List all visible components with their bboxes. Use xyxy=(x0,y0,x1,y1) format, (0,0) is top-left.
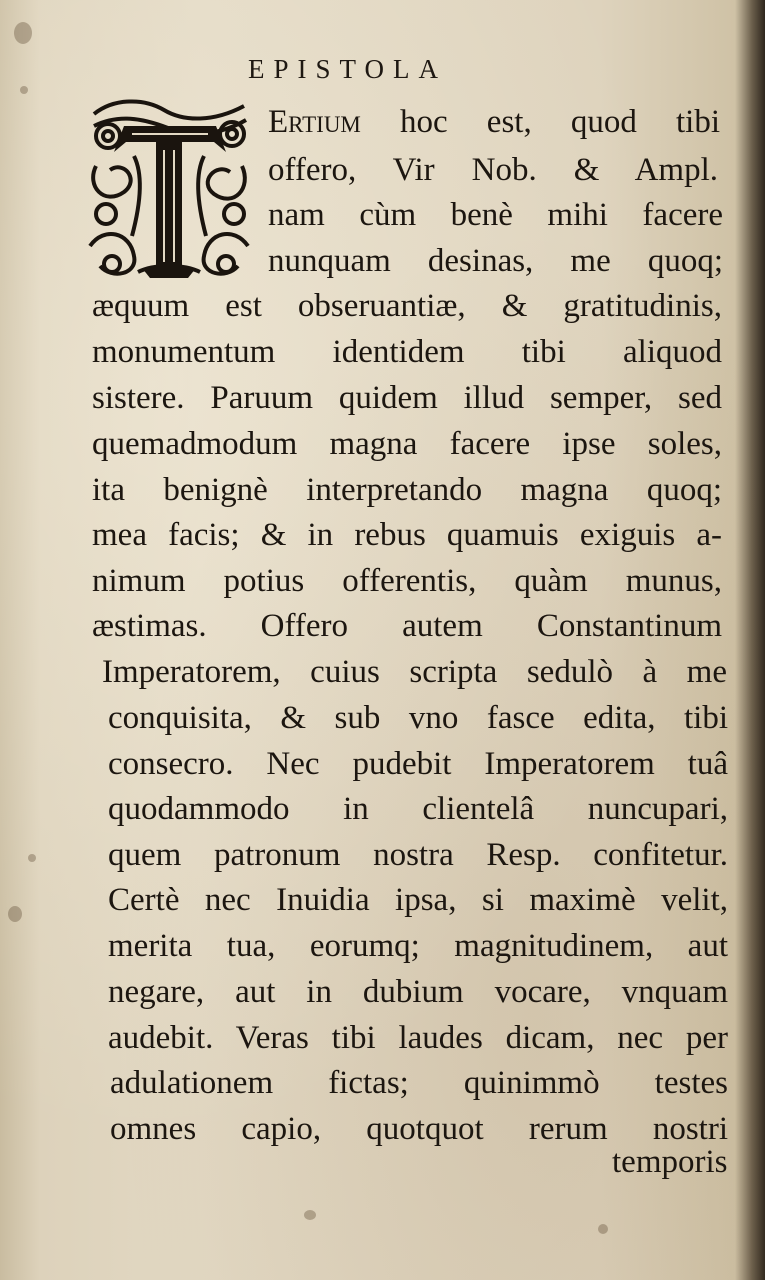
text-line: conquisita, & sub vno fasce edita, tibi xyxy=(108,700,728,736)
text-line: Imperatorem, cuius scripta sedulò à me xyxy=(102,654,727,690)
text-line: mea facis; & in rebus quamuis exiguis a- xyxy=(92,517,722,553)
text-line: Certè nec Inuidia ipsa, si maximè velit, xyxy=(108,882,728,918)
text-line: quem patronum nostra Resp. confitetur. xyxy=(108,837,728,873)
page-header: EPISTOLA xyxy=(248,54,448,84)
text-line: sistere. Paruum quidem illud semper, sed xyxy=(92,380,722,416)
opening-word: Ertium xyxy=(268,104,361,140)
text-line: ita benignè interpretando magna quoq; xyxy=(92,472,722,508)
ink-stain xyxy=(28,854,36,862)
ink-stain xyxy=(304,1210,316,1220)
ink-stain xyxy=(598,1224,608,1234)
text-line: nam cùm benè mihi facere xyxy=(268,197,723,233)
text-line: nunquam desinas, me quoq; xyxy=(268,243,723,279)
text-line: negare, aut in dubium vocare, vnquam xyxy=(108,974,728,1010)
text-line: æstimas. Offero autem Constantinum xyxy=(92,608,722,644)
text-line: omnes capio, quotquot rerum nostri xyxy=(110,1111,728,1147)
text-line: audebit. Veras tibi laudes dicam, nec per xyxy=(108,1020,728,1056)
catchword: temporis xyxy=(612,1144,728,1180)
text-line: quodammodo in clientelâ nuncupari, xyxy=(108,791,728,827)
text-line: merita tua, eorumq; magnitudinem, aut xyxy=(108,928,728,964)
text-line: consecro. Nec pudebit Imperatorem tuâ xyxy=(108,746,728,782)
text-line: adulationem fictas; quinimmò testes xyxy=(110,1065,728,1101)
text-line: nimum potius offerentis, quàm munus, xyxy=(92,563,722,599)
ink-stain xyxy=(8,906,22,922)
text-line: quemadmodum magna facere ipse soles, xyxy=(92,426,722,462)
text-line: monumentum identidem tibi aliquod xyxy=(92,334,722,370)
text-line xyxy=(268,106,720,139)
ink-stain xyxy=(14,22,32,44)
ink-stain xyxy=(20,86,28,94)
decorated-initial xyxy=(84,96,254,282)
text-line: æquum est obseruantiæ, & gratitudinis, xyxy=(92,288,722,324)
line-remainder: hoc est, quod tibi xyxy=(360,104,720,140)
text-line: offero, Vir Nob. & Ampl. xyxy=(268,152,718,188)
